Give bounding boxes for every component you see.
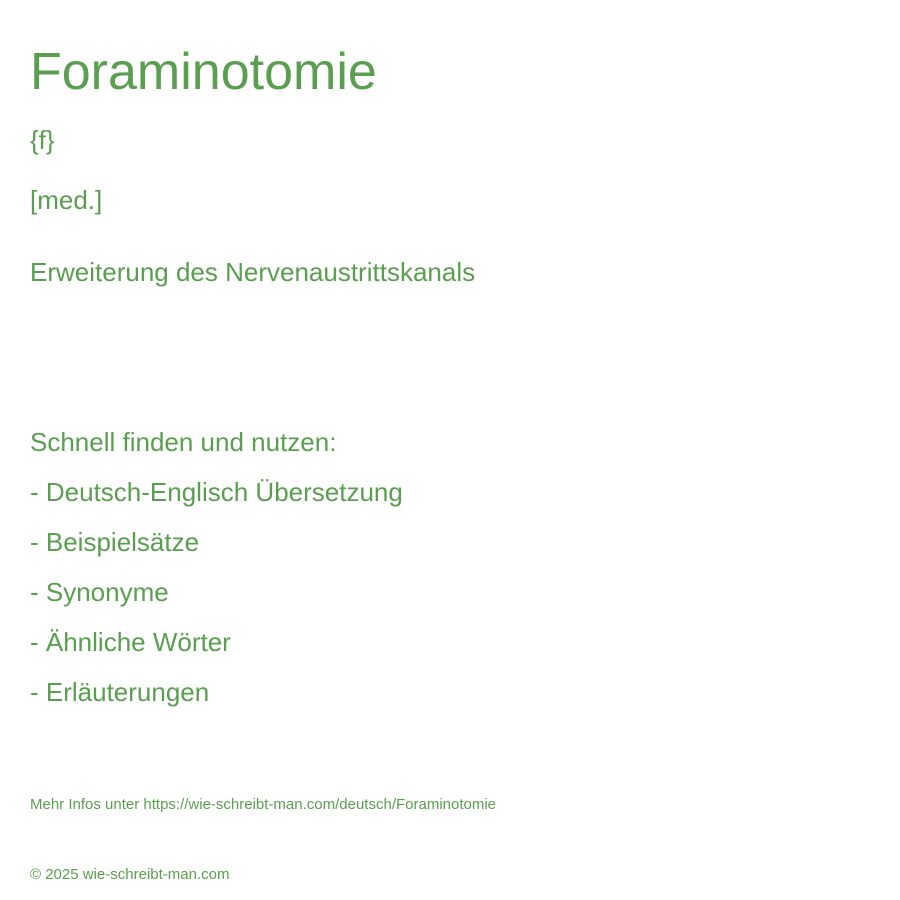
entry-domain-tag: [med.] — [30, 185, 103, 215]
more-info-prefix: Mehr Infos unter — [30, 796, 144, 813]
quick-link-synonyms: - Synonyme — [30, 577, 169, 607]
dictionary-entry-page — [30, 0, 870, 900]
entry-gender: {f} — [30, 125, 55, 155]
quick-link-translation: - Deutsch-Englisch Übersetzung — [30, 477, 403, 507]
more-info-line — [30, 795, 496, 815]
entry-definition: Erweiterung des Nervenaustrittskanals — [30, 257, 476, 287]
quick-links-heading: Schnell finden und nutzen: — [30, 427, 337, 457]
entry-word-title: Foraminotomie — [30, 43, 377, 101]
quick-links-list — [30, 476, 403, 726]
quick-link-similar-words: - Ähnliche Wörter — [30, 627, 231, 657]
quick-link-example-sentences: - Beispielsätze — [30, 527, 200, 557]
more-info-link[interactable]: https://wie-schreibt-man.com/deutsch/Foraminotomie — [143, 796, 497, 813]
copyright-notice: © 2025 wie-schreibt-man.com — [30, 866, 230, 883]
quick-link-explanations: - Erläuterungen — [30, 677, 210, 707]
